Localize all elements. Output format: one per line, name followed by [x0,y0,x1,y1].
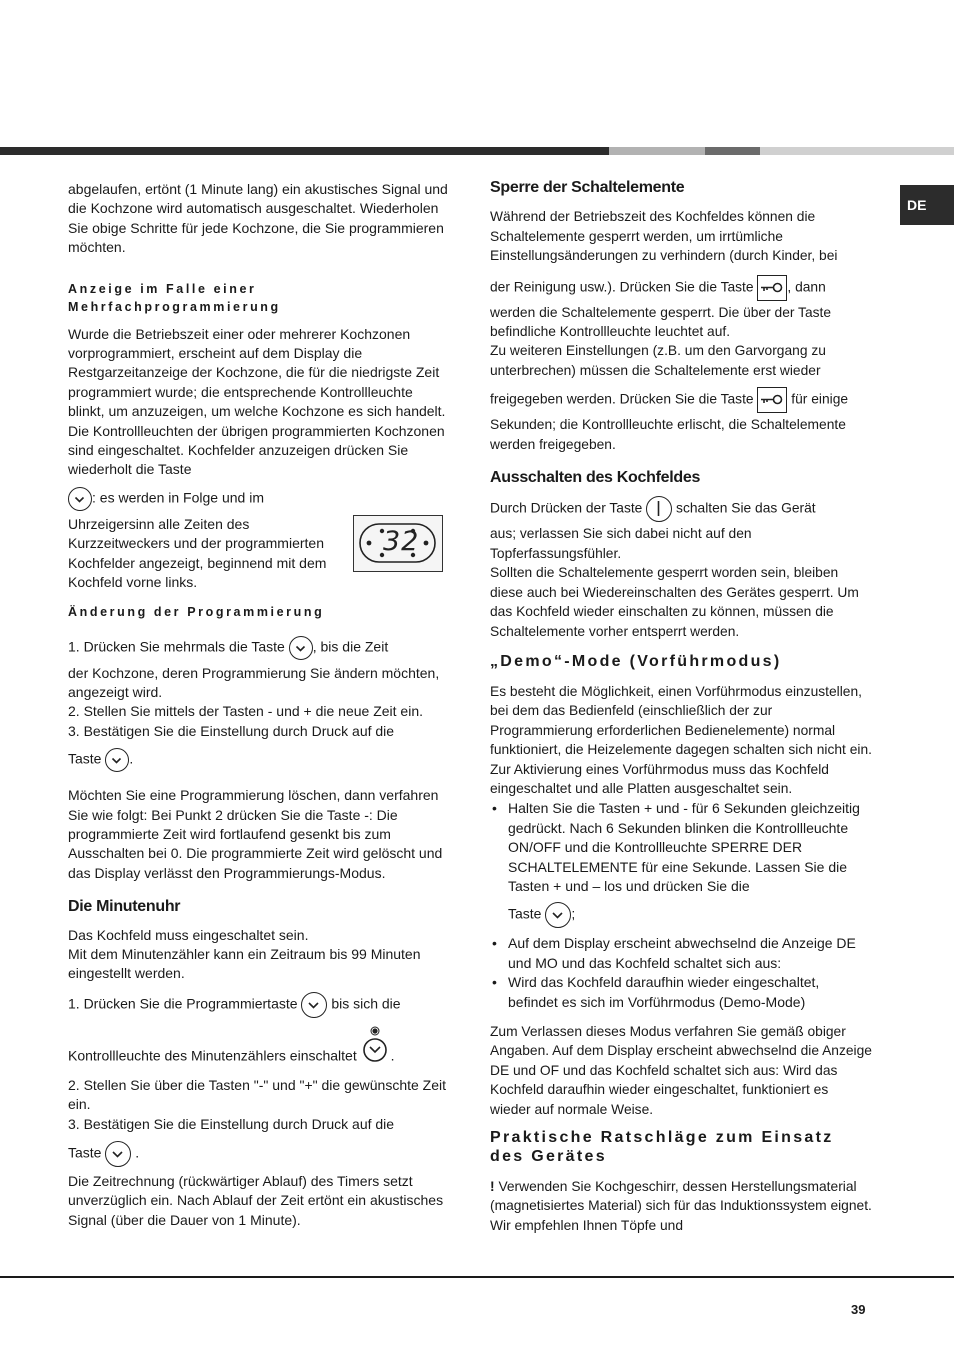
tips-text: ! Verwenden Sie Kochgeschirr, dessen Herstellungsmaterial (magnetisiertes Material) sich für das Induktionssystem eignet. Wir empfehlen Ihnen Töpfe und [490,1179,872,1233]
warning-mark: ! [490,1179,495,1195]
footer-rule [0,1276,954,1278]
timer-step-3: 3. Bestätigen Sie die Einstellung durch Druck auf die [68,1115,395,1132]
exit-text: Zum Verlassen dieses Modus verfahren Sie gemäß obiger Angaben. Auf dem Display erscheint abwechselnd die Anzeige DE und OF und das Kochfeld schaltet sich aus: Wird das Kochfeld daraufhin wieder eingeschaltet, funktioniert es wieder auf normale Weise. [490,1024,872,1117]
timer-step-2: 2. Stellen Sie über die Tasten "-" und "+" die gewünschte Zeit ein. [68,1076,447,1113]
change-heading: Änderung der Programmierung [68,604,325,619]
demo-heading: „Demo“-Mode (Vorführmodus) [490,652,782,670]
right-column [490,178,872,1235]
multi-heading-1: Anzeige im Falle einer [68,281,257,296]
timer-key-icon [545,902,571,928]
intro-text: abgelaufen, ertönt (1 Minute lang) ein akustisches Signal und die Kochzone wird automatisch ausgeschaltet. Wiederholen Sie obige Schritte für jede Kochzone, die Sie programmieren möchten. [68,181,448,256]
lock-text-5: Sekunden; die Kontrollleuchte erlischt, die Schaltelemente werden freigegeben. [490,417,846,452]
off-heading: Ausschalten des Kochfeldes [490,469,701,487]
demo-text: Es besteht die Möglichkeit, einen Vorführmodus einzustellen, bei dem das Bedienfeld (einschließlich der zur Programmierung erforderlichen Bedienelemente) normal funktioniert, die Heizelemente dagegen schalten sich nicht ein. Zur Aktivierung eines Vorführmodus muss das Kochfeld eingeschaltet und alle Platten ausgeschaltet sein. [490,683,872,796]
change-step-3: 3. Bestätigen Sie die Einstellung durch Druck auf die [68,722,395,739]
timer-end-text: Die Zeitrechnung (rückwärtiger Ablauf) des Timers setzt unverzüglich ein. Nach Ablauf der Zeit ertönt ein akustisches Signal (über die Dauer von 1 Minute). [68,1173,444,1228]
change-step-1: 1. Drücken Sie mehrmals die Taste , bis die Zeit [68,636,450,660]
list-item: • Auf dem Display erscheint abwechselnd die Anzeige DE und MO und das Kochfeld schaltet sich aus: [492,935,856,971]
header-bar-mid [705,147,760,155]
timer-key-icon [68,487,92,511]
minute-timer-icon [361,1032,391,1066]
off-text-2: aus; verlassen Sie sich dabei nicht auf den Topferfassungsfühler. Sollten die Schaltelemente gesperrt worden sein, bleiben diese auch bei Wiedereinschalten des Gerätes gesperrt. Um das Kochfeld wieder einschalten zu können, müssen die Schaltelemente vorher entsperrt werden. [490,526,859,639]
timer-key-icon [105,748,129,772]
timer-step-1-cont: Kontrollleuchte des Minutenzählers einschaltet . [68,1032,450,1066]
power-key-icon [646,496,672,522]
header-bar-light [609,147,705,155]
multi-heading-2: Mehrfachprogrammierung [68,299,281,314]
lock-text-3: werden die Schaltelemente gesperrt. Die über der Taste befindliche Kontrollleuchte leuchtet auf. Zu weiteren Einstellungen (z.B. um den Garvorgang zu unterbrechen) müssen die Schaltelemente erst wieder [490,304,832,378]
language-tab-label: DE [907,197,927,213]
tips-heading: Praktische Ratschläge zum Einsatz des Gerätes [490,1129,834,1166]
left-column [68,180,450,1230]
change-step-1-cont: der Kochzone, deren Programmierung Sie ändern möchten, angezeigt wird. [68,664,440,700]
change-step-2: 2. Stellen Sie mittels der Tasten - und + die neue Zeit ein. [68,703,424,720]
display-illustration [353,515,443,572]
key-lock-icon [757,275,787,301]
timer-key-icon [289,636,313,660]
timer-intro: Das Kochfeld muss eingeschaltet sein. Mit dem Minutenzähler kann ein Zeitraum bis 99 Minuten eingestellt werden. [68,926,421,982]
off-text-1: Durch Drücken der Taste schalten Sie das Gerät [490,496,872,522]
timer-step-1: 1. Drücken Sie die Programmiertaste bis sich die [68,992,450,1018]
language-tab [900,185,954,225]
multi-rest-text: Uhrzeigersinn alle Zeiten des Kurzzeitweckers und der programmierten Kochfelder angezeigt, beginnend mit dem Kochfeld vorne links. [68,515,327,591]
key-lock-icon [757,387,787,413]
timer-key-icon [301,992,327,1018]
timer-step-3-taste: Taste . [68,1141,450,1167]
lock-text-4: freigegeben werden. Drücken Sie die Taste für einige [490,387,872,413]
lock-text-1: Während der Betriebszeit des Kochfeldes können die Schaltelemente gesperrt werden, um irrtümliche Einstellungsänderungen zu verhindern (durch Kinder, bei [490,209,838,264]
lock-text-2: der Reinigung usw.). Drücken Sie die Taste , dann [490,275,872,301]
demo-steps-list [490,799,872,1012]
list-item: • Wird das Kochfeld daraufhin wieder eingeschaltet, befindet es sich im Vorführmodus (Demo-Mode) [492,974,820,1010]
header-bar-dark [0,147,609,155]
display-value: 32 [383,526,420,557]
page-number: 39 [851,1302,866,1317]
multi-text-icon-line: : es werden in Folge und im [68,487,450,511]
lock-heading: Sperre der Schaltelemente [490,179,685,196]
timer-heading: Die Minutenuhr [68,898,181,916]
list-item-taste: Taste ; [508,902,872,928]
delete-text: Möchten Sie eine Programmierung löschen, dann verfahren Sie wie folgt: Bei Punkt 2 drücken Sie die Taste -: Die programmierte Zeit wird fortlaufend gesenkt bis zum Ausschalten bei 0. Die programmierte Zeit wird gelöscht und das Display verlässt den Programmierungs-Modus. [68,787,443,881]
header-bar-pale [760,147,954,155]
list-item: • Halten Sie die Tasten + und - für 6 Sekunden gleichzeitig gedrückt. Nach 6 Sekunden blinken die Kontrollleuchte ON/OFF und die Kontrollleuchte SPERRE DER SCHALTELEMENTE für eine Sekunde. Lassen Sie die Tasten + und – los und drücken Sie die Taste ; [490,799,872,928]
multi-text: Wurde die Betriebszeit einer oder mehrerer Kochzonen vorprogrammiert, erscheint auf dem Display die Restgarzeitanzeige der Kochzone, die für die niedrigste Zeit programmiert wurde; die entsprechende Kontrollleuchte blinkt, um anzuzeigen, um welche Kochzone es sich handelt. Die Kontrollleuchten der übrigen programmierten Kochzonen sind eingeschaltet. Kochfelder anzuzeigen drücken Sie wiederholt die Taste [68,325,446,478]
timer-key-icon [105,1141,131,1167]
change-step-3-taste: Taste . [68,748,450,772]
